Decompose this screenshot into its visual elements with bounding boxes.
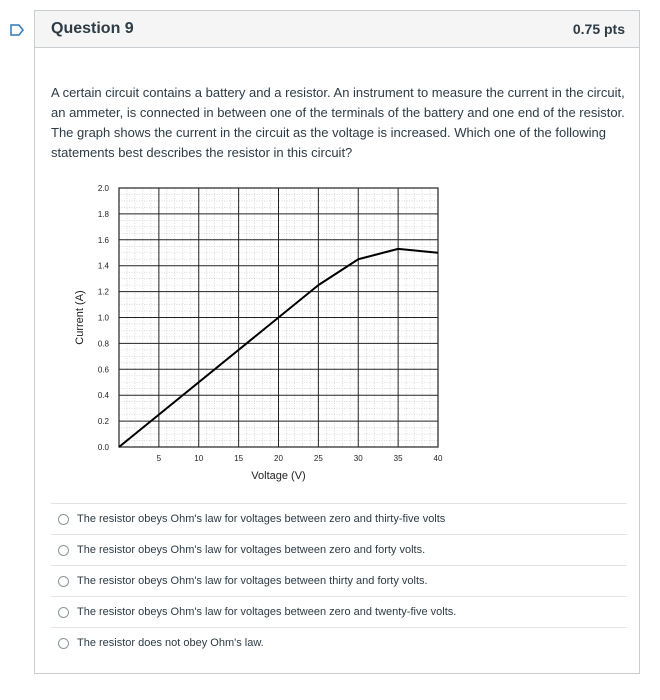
x-tick-label: 40 (433, 454, 443, 463)
answer-option[interactable] (51, 534, 627, 565)
radio-button[interactable] (58, 545, 69, 556)
y-tick-label: 0.8 (97, 339, 109, 349)
answer-option[interactable] (51, 627, 627, 658)
question-text: A certain circuit contains a battery and a resistor. An instrument to measure the current in the circuit, an ammeter, is connected in between one of the terminals of the battery and one end of the resistor. The graph shows the current in the circuit as the voltage is increased. Which one of the following statements best describes the resistor in this circuit? (51, 85, 625, 160)
answer-label: The resistor does not obey Ohm's law. (77, 637, 264, 649)
y-axis-label: Current (A) (74, 290, 86, 345)
radio-button[interactable] (58, 514, 69, 525)
answer-list (51, 503, 627, 658)
y-tick-label: 1.4 (97, 261, 109, 271)
y-tick-label: 1.6 (97, 235, 109, 245)
y-tick-label: 0.6 (97, 365, 109, 375)
x-tick-label: 35 (393, 454, 403, 463)
radio-button[interactable] (58, 638, 69, 649)
answer-option[interactable] (51, 503, 627, 534)
flag-question-icon[interactable] (10, 24, 24, 36)
x-axis-label: Voltage (V) (251, 470, 306, 482)
question-points: 0.75 pts (572, 21, 625, 37)
question-title: Question 9 (51, 20, 134, 37)
x-tick-label: 20 (274, 454, 283, 463)
y-tick-label: 2.0 (97, 184, 109, 193)
x-tick-label: 25 (313, 454, 323, 463)
radio-button[interactable] (58, 576, 69, 587)
x-tick-label: 15 (234, 454, 244, 463)
radio-button[interactable] (58, 607, 69, 618)
answer-label: The resistor obeys Ohm's law for voltages between thirty and forty volts. (77, 575, 428, 587)
current-voltage-chart (73, 176, 483, 486)
y-tick-label: 0.0 (97, 443, 109, 452)
x-tick-label: 10 (194, 454, 204, 463)
x-tick-label: 5 (156, 454, 162, 463)
answer-label: The resistor obeys Ohm's law for voltages between zero and twenty-five volts. (77, 606, 457, 618)
question-header (35, 11, 639, 48)
y-tick-label: 1.0 (97, 313, 109, 323)
answer-label: The resistor obeys Ohm's law for voltages between zero and forty volts. (77, 544, 426, 556)
question-card (34, 10, 640, 674)
x-tick-label: 30 (353, 454, 363, 463)
answer-option[interactable] (51, 565, 627, 596)
y-tick-label: 1.8 (97, 209, 109, 219)
answer-label: The resistor obeys Ohm's law for voltages between zero and thirty-five volts (77, 513, 446, 525)
y-tick-label: 1.2 (97, 287, 109, 297)
answer-option[interactable] (51, 596, 627, 627)
y-tick-label: 0.2 (97, 417, 109, 427)
y-tick-label: 0.4 (97, 391, 109, 401)
